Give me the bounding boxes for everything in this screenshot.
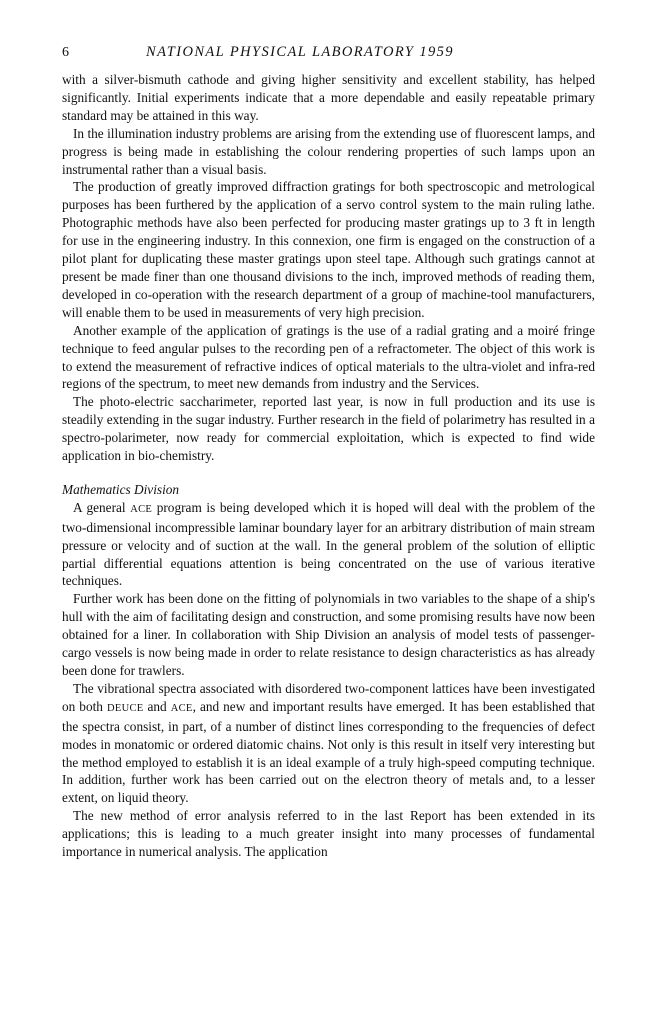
document-page	[62, 44, 595, 861]
page-number: 6	[62, 45, 69, 60]
page-header	[62, 44, 595, 63]
paragraph-error-analysis: The new method of error analysis referred to in the last Report has been extended in its applications; this is leading to a much greater insight into many processes of fundamental importance in numerical analysis. The application	[62, 808, 595, 860]
paragraph-radial-grating: Another example of the application of gratings is the use of a radial grating and a moiré fringe technique to feed angular pulses to the recording pen of a refractometer. The object of this work is to extend the measurement of refractive indices of optical materials to the ultra-violet and infra-red regions of the spectrum, to meet new demands from industry and the Services.	[62, 322, 595, 392]
text-fragment: , and new and important results have emerged. It has been established that the spectra consist, in part, of a number of distinct lines corresponding to the frequencies of defect modes in monatomic or ordered diatomic chains. Not only is this result in itself very interesting but the method employed to establish it is an ideal example of a truly high-speed computing technique. In addition, further work has been carried out on the electron theory of metals and, to a lesser extent, on liquid theory.	[62, 698, 595, 806]
paragraph-saccharimeter: The photo-electric saccharimeter, reported last year, is now in full production and its use is steadily extending in the sugar industry. Further research in the field of polarimetry has resulted in a spectro-polarimeter, now ready for commercial exploitation, which is expected to find wide application in bio-chemistry.	[62, 394, 595, 464]
ace-acronym: ACE	[130, 503, 153, 515]
paragraph-polynomials: Further work has been done on the fitting of polynomials in two variables to the shape of a ship's hull with the aim of facilitating design and construction, and some promising results have now been obtained for a liner. In collaboration with Ship Division an analysis of model tests of passenger-cargo vessels is now being made in order to relate resistance to design characteristics as has already been done for trawlers.	[62, 591, 595, 678]
paragraph-vibrational-spectra	[62, 680, 595, 807]
text-fragment: program is being developed which it is hoped will deal with the problem of the two-dimensional incompressible laminar boundary layer for an arbitrary distribution of main stream pressure or velocity and of suction at the wall. In the general problem of the solution of elliptic partial differential equations attention is being concentrated on the use of various iterative techniques.	[62, 499, 595, 589]
paragraph-ace-program	[62, 499, 595, 591]
paragraph-illumination: In the illumination industry problems are arising from the extending use of fluorescent lamps, and progress is being made in establishing the colour rendering properties of such lamps upon an instrumental rather than a visual basis.	[62, 125, 595, 177]
text-fragment: The vibrational spectra associated with disordered two-component lattices have been investigated on both	[62, 680, 595, 714]
running-title: NATIONAL PHYSICAL LABORATORY 1959	[146, 44, 454, 60]
ace-acronym: ACE	[170, 702, 193, 714]
text-fragment: and	[143, 698, 171, 714]
paragraph-diffraction-gratings: The production of greatly improved diffraction gratings for both spectroscopic and metrological purposes has been furthered by the application of a servo control system to the main ruling lathe. Photographic methods have also been perfected for producing master gratings up to 3 ft in length for use in the engineering industry. In this connexion, one firm is engaged on the construction of a pilot plant for duplicating these master gratings upon steel tape. Although such gratings cannot at present be made finer than one thousand divisions to the inch, improved methods of reading them, developed in co-operation with the research department of a group of machine-tool manufacturers, will enable them to be used in measurements of very high precision.	[62, 179, 595, 320]
deuce-acronym: DEUCE	[106, 702, 144, 714]
paragraph-continuation: with a silver-bismuth cathode and giving higher sensitivity and excellent stability, has helped significantly. Initial experiments indicate that a more dependable and easily repeatable primary standard may be attained in this way.	[62, 72, 595, 123]
section-heading-mathematics: Mathematics Division	[62, 481, 180, 497]
text-fragment: A general	[73, 499, 131, 515]
